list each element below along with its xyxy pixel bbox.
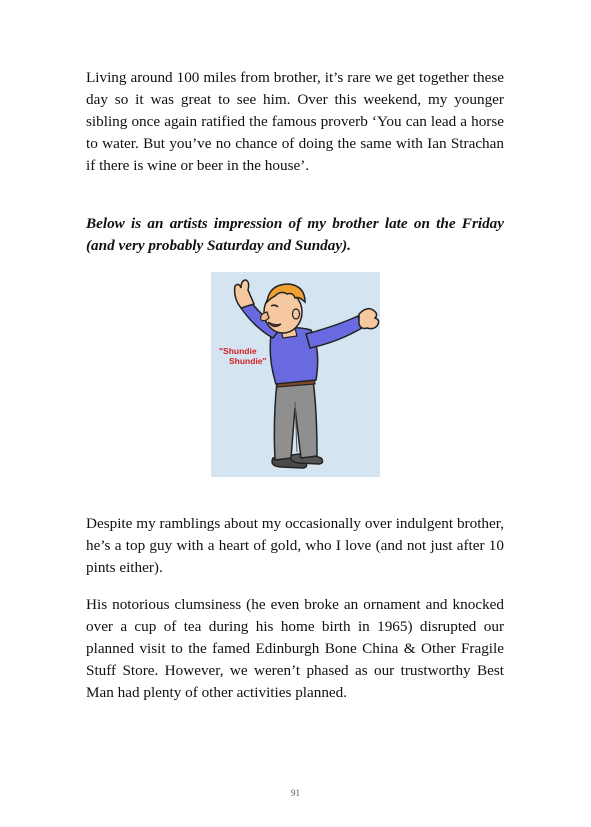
page-number: 91: [291, 788, 300, 798]
cartoon-man-drawing: [211, 272, 380, 477]
cartoon-illustration: [211, 272, 380, 477]
paragraph-heart-of-gold: Despite my ramblings about my occasionally over indulgent brother, he’s a top guy with a heart of gold, who I love (and not just after 10 pints either).: [86, 515, 504, 576]
paragraph-bold-caption: Below is an artists impression of my brother late on the Friday (and very probably Saturday and Sunday).: [86, 215, 504, 254]
speech-line-2: Shundie": [229, 356, 267, 366]
paragraph-intro: Living around 100 miles from brother, it’s rare we get together these day so it was great to see him. Over this weekend, my younger sibling once again ratified the famous proverb ‘You can lead a horse to water. But you’ve no chance of doing the same with Ian Strachan if there is wine or beer in the house’.: [86, 69, 504, 174]
speech-line-1: "Shundie: [219, 346, 257, 356]
paragraph-clumsiness: His notorious clumsiness (he even broke an ornament and knocked over a cup of tea during his home birth in 1965) disrupted our planned visit to the famed Edinburgh Bone China & Other Fragile Stuff Store. However, we weren’t phased as our trustworthy Best Man had plenty of other activities planned.: [86, 596, 504, 701]
